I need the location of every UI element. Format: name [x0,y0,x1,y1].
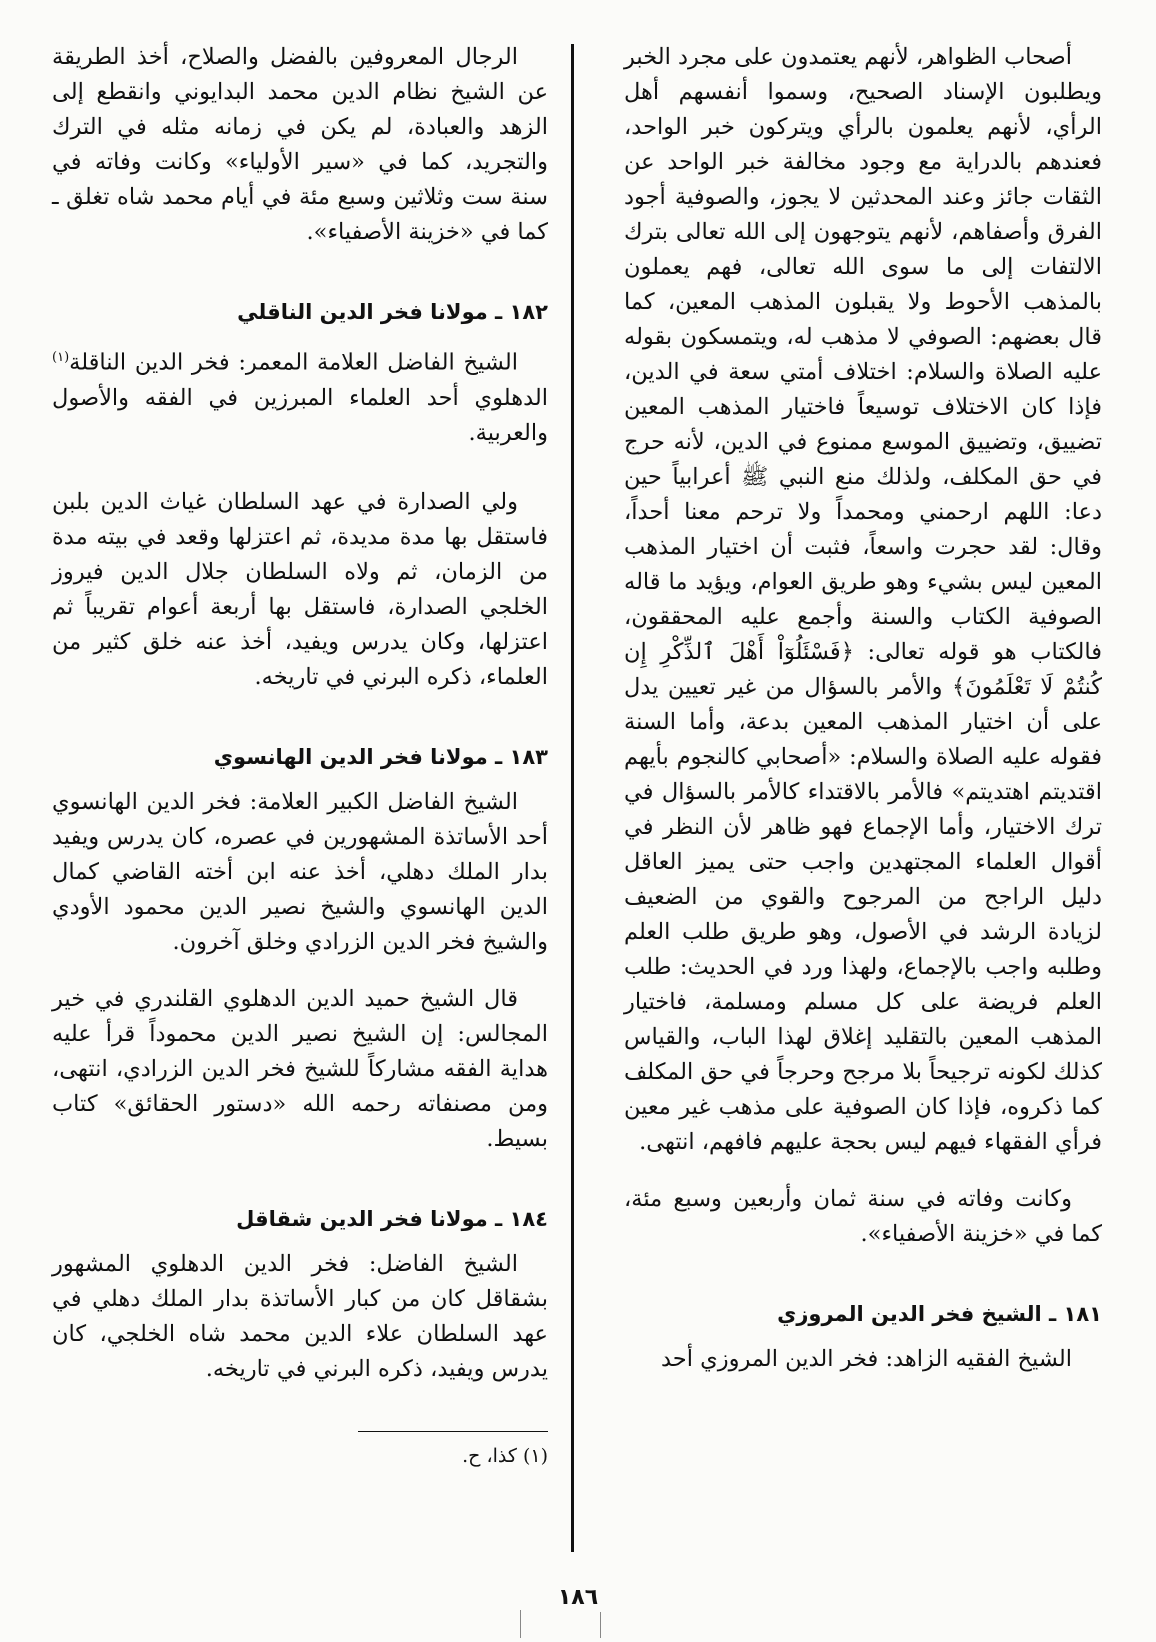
scan-mark [600,1612,601,1638]
paragraph-entry-182-intro [52,340,548,451]
paragraph-entry-183-intro: الشيخ الفاضل الكبير العلامة: فخر الدين الهانسوي أحد الأساتذة المشهورين في عصره، كان يدرس ويفيد بدار الملك دهلي، أخذ عنه ابن أخته القاضي كمال الدين الهانسوي والشيخ نصير الدين محمود الأودي والشيخ فخر الدين الزرادي وخلق آخرون. [52,788,548,955]
entry-heading-181: ١٨١ ـ الشيخ فخر الدين المروزي [777,1302,1102,1326]
entry-heading-182: ١٨٢ ـ مولانا فخر الدين الناقلي [237,300,548,324]
paragraph-entry-181: الشيخ الفقيه الزاهد: فخر الدين المروزي أحد [661,1346,1072,1372]
paragraph-death-date: وكانت وفاته في سنة ثمان وأربعين وسبع مئة، كما في «خزينة الأصفياء». [624,1186,1102,1247]
footnote: (١) كذا، ح. [462,1445,548,1467]
column-divider [571,44,574,1552]
right-column [624,40,1102,1377]
left-column [52,40,548,1470]
entry-182-text-end: الدهلوي أحد العلماء المبرزين في الفقه والأصول والعربية. [52,384,548,446]
paragraph-entry-184: الشيخ الفاضل: فخر الدين الدهلوي المشهور بشقاقل كان من كبار الأساتذة بدار الملك دهلي في عهد السلطان علاء الدين محمد شاه الخلجي، كان يدرس ويفيد، ذكره البرني في تاريخه. [52,1250,548,1382]
page-number: ١٨٦ [557,1585,599,1610]
footnote-marker: (١) [52,350,70,365]
entry-182-text-start: الشيخ الفاضل العلامة المعمر: فخر الدين الناقلة [69,349,518,376]
paragraph-entry-181-continued: الرجال المعروفين بالفضل والصلاح، أخذ الطريقة عن الشيخ نظام الدين محمد البدايوني وانقطع إلى الزهد والعبادة، لم يكن في زمانه مثله في الترك والتجريد، كما في «سير الأولياء» وكانت وفاته في سنة ست وثلاثين وسبع مئة في أيام محمد شاه تغلق ـ كما في «خزينة الأصفياء». [52,44,548,245]
scan-mark [520,1610,521,1638]
entry-heading-184: ١٨٤ ـ مولانا فخر الدين شقاقل [236,1206,548,1231]
footnote-rule [358,1431,548,1433]
paragraph-entry-182-career: ولي الصدارة في عهد السلطان غياث الدين بلبن فاستقل بها مدة مديدة، ثم اعتزلها وقعد في بيته مدة من الزمان، ثم ولاه السلطان جلال الدين فيروز الخلجي الصدارة، فاستقل بها أربعة أعوام تقريباً ثم اعتزلها، وكان يدرس ويفيد، أخذ عنه خلق كثير من العلماء، ذكره البرني في تاريخه. [52,488,548,690]
paragraph-entry-183-quote: قال الشيخ حميد الدين الدهلوي القلندري في خير المجالس: إن الشيخ نصير الدين محموداً قرأ عليه هداية الفقه مشاركاً للشيخ فخر الدين الزرادي، انتهى، ومن مصنفاته رحمه الله «دستور الحقائق» كتاب بسيط. [52,985,548,1152]
paragraph-sufi-doctrine: أصحاب الظواهر، لأنهم يعتمدون على مجرد الخبر ويطلبون الإسناد الصحيح، وسموا أنفسهم أهل الرأي، لأنهم يعلمون بالرأي ويتركون خبر الواحد، فعندهم بالدراية مع وجود مخالفة خبر الواحد عن الثقات جائز وعند المحدثين لا يجوز، والصوفية أجود الفرق وأصفاهم، لأنهم يتوجهون إلى الله تعالى بترك الالتفات إلى ما سوى الله تعالى، فهم يعملون بالمذهب الأحوط ولا يقبلون المذهب المعين، كما قال بعضهم: الصوفي لا مذهب له، ويتمسكون بقوله عليه الصلاة والسلام: اختلاف أمتي سعة في الدين، فإذا كان الاختلاف توسيعاً فاختيار المذهب المعين تضييق، وتضييق الموسع ممنوع في الدين، لأنه حرج في حق المكلف، ولذلك منع النبي ﷺ أعرابياً حين دعا: اللهم ارحمني ومحمداً ولا ترحم معنا أحداً، وقال: لقد حجرت واسعاً، فثبت أن اختيار المذهب المعين ليس بشيء وهو طريق العوام، ويؤيد ما قاله الصوفية الكتاب والسنة وأجمع عليه المحققون، فالكتاب هو قوله تعالى: ﴿فَسْئَلُوٓاْ أَهْلَ ٱلذِّكْرِ إِن كُنتُمْ لَا تَعْلَمُونَ﴾ والأمر بالسؤال من غير تعيين يدل على أن اختيار المذهب المعين بدعة، وأما السنة فقوله عليه الصلاة والسلام: «أصحابي كالنجوم بأيهم اقتديتم اهتديتم» فالأمر بالاقتداء كالأمر بالسؤال في ترك الاختيار، وأما الإجماع فهو ظاهر لأن النظر في أقوال العلماء المجتهدين واجب حتى يميز العاقل دليل الراجح من المرجوح والقوي من الضعيف لزيادة الرشد في الأصول، وهو طريق طلب العلم وطلبه واجب بالإجماع، ولهذا ورد في الحديث: طلب العلم فريضة على كل مسلم ومسلمة، فاختيار المذهب المعين بالتقليد إغلاق لهذا الباب، والقياس كذلك لكونه ترجيحاً بلا مرجح وحرجاً في حق المكلف كما ذكروه، فإذا كان الصوفية على مذهب غير معين فرأي الفقهاء فيهم ليس بحجة عليهم فافهم، انتهى. [624,44,1102,1155]
entry-heading-183: ١٨٣ ـ مولانا فخر الدين الهانسوي [213,744,548,769]
